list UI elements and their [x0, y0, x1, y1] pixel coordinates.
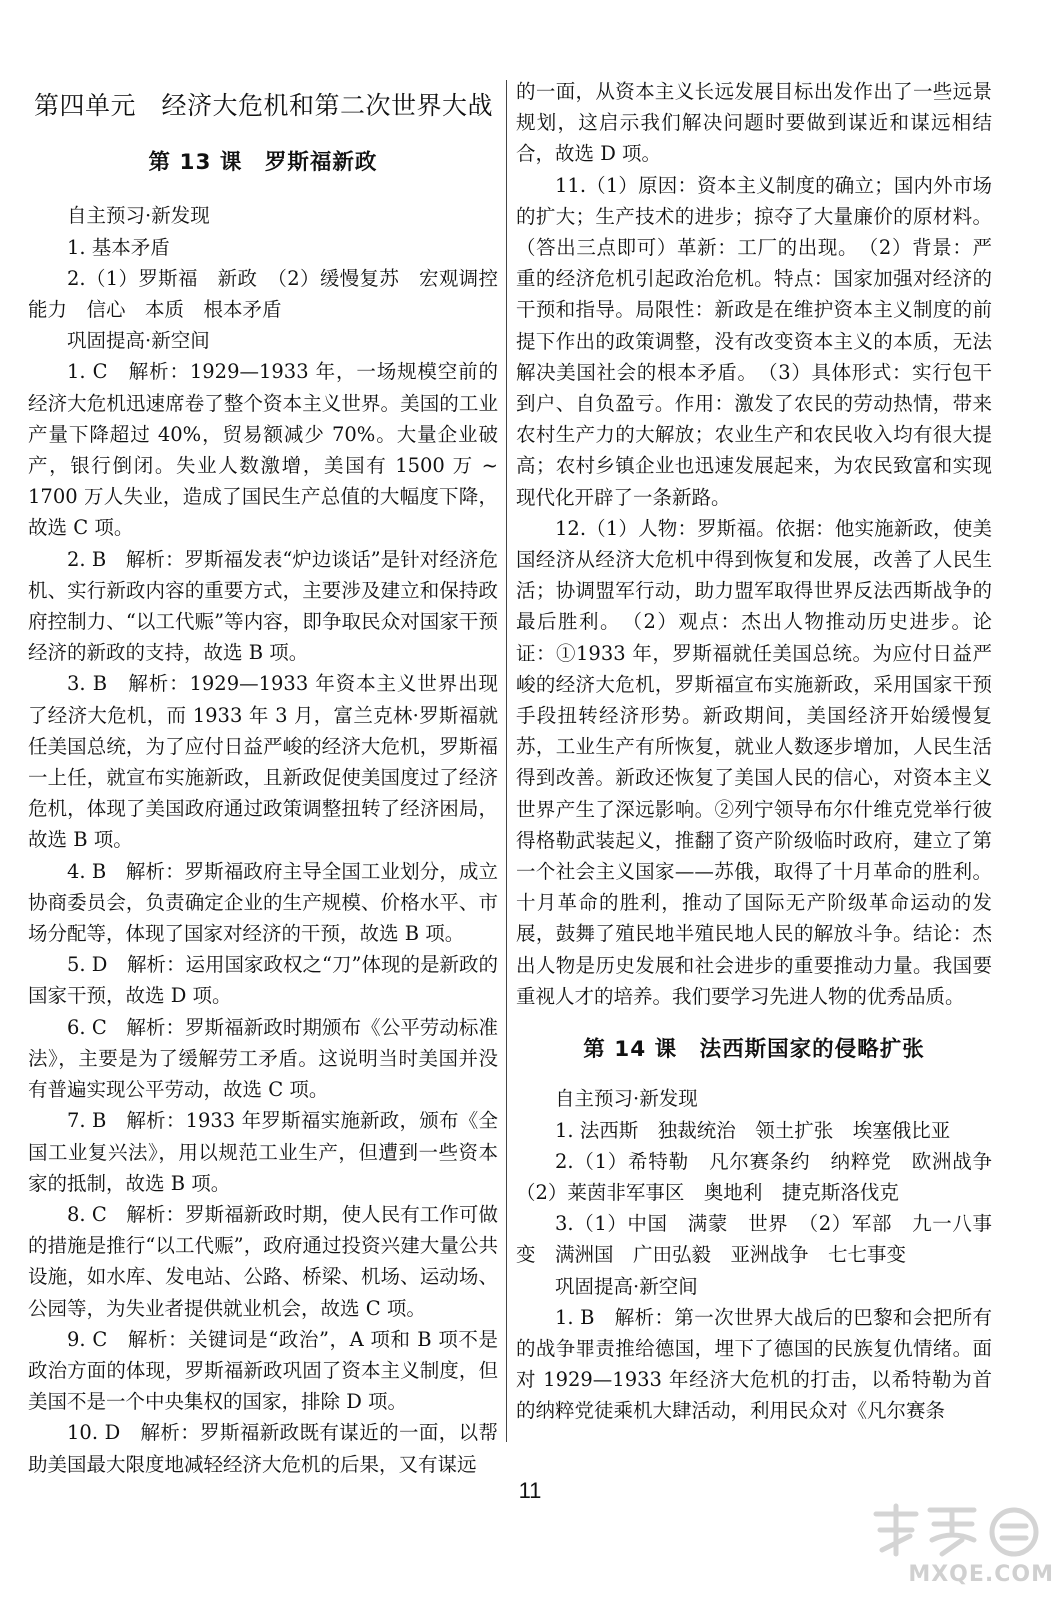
- answer-paragraph: 11.（1）原因：资本主义制度的确立；国内外市场的扩大；生产技术的进步；掠夺了大量廉价的原材料。（答出三点即可）革新：工厂的出现。 （2）背景：严重的经济危机引起政治危机。特点：国家加强对经济的干预和指导。局限性：新政是在维护资本主义制度的前提下作出的政策调整，没有改变资本主义的本质，无法解决美国社会的根本矛盾。 （3）具体形式：实行包干到户、自负盈亏。作用：激发了农民的劳动热情，带来农村生产力的大解放；农业生产和农民收入均有很大提高；农村乡镇企业也迅速发展起来，为农民致富和实现现代化开辟了一条新路。: [516, 173, 992, 509]
- unit-title: 第四单元 经济大危机和第二次世界大战: [34, 91, 494, 120]
- answer-paragraph: 7. B 解析：1933 年罗斯福实施新政，颁布《全国工业复兴法》，用以规范工业生产，但遭到一些资本家的抵制，故选 B 项。: [28, 1109, 498, 1195]
- section-heading: 巩固提高·新空间: [555, 1274, 698, 1298]
- answer-paragraph: 2.（1）希特勒 凡尔赛条约 纳粹党 欧洲战争 （2）莱茵非军事区 奥地利 捷克斯洛伐克: [516, 1149, 1012, 1204]
- answer-paragraph: 2.（1）罗斯福 新政 （2）缓慢复苏 宏观调控能力 信心 本质 根本矛盾: [28, 266, 498, 322]
- answer-paragraph: 6. C 解析：罗斯福新政时期颁布《公平劳动标准法》，主要是为了缓解劳工矛盾。这说明当时美国并没有普遍实现公平劳动，故选 C 项。: [28, 1015, 498, 1102]
- watermark: [868, 1500, 1054, 1596]
- section-heading: 巩固提高·新空间: [67, 329, 210, 353]
- answer-paragraph: 1. B 解析：第一次世界大战后的巴黎和会把所有的战争罪责推给德国，埋下了德国的民族复仇情绪。面对 1929—1933 年经济大危机的打击，以希特勒为首的纳粹党徒乘机大肆活动，利用民众对《凡尔赛条: [516, 1305, 992, 1423]
- answer-paragraph: 3.（1）中国 满蒙 世界 （2）军部 九一八事变 满洲国 广田弘毅 亚洲战争 七七事变: [516, 1212, 992, 1267]
- answer-paragraph: 9. C 解析：关键词是“政治”，A 项和 B 项不是政治方面的体现，罗斯福新政巩固了资本主义制度，但美国不是一个中央集权的国家，排除 D 项。: [28, 1327, 498, 1414]
- column-divider: [506, 80, 507, 1442]
- right-column: [516, 76, 1012, 1427]
- watermark-site: MXQE.COM: [908, 1562, 1054, 1587]
- answer-paragraph: 4. B 解析：罗斯福政府主导全国工业划分，成立协商委员会，负责确定企业的生产规模、价格水平、市场分配等，体现了国家对经济的干预，故选 B 项。: [28, 859, 498, 946]
- lesson-13-title: 第 13 课 罗斯福新政: [148, 150, 378, 176]
- section-heading: 自主预习·新发现: [555, 1087, 698, 1111]
- answer-paragraph: 1. C 解析：1929—1933 年，一场规模空前的经济大危机迅速席卷了整个资本主义世界。美国的工业产量下降超过 40%，贸易额减少 70%。大量企业破产，银行倒闭。失业人数激增，美国有 1500 万 ~ 1700 万人失业，造成了国民生产总值的大幅度下降，故选 C 项。: [28, 360, 498, 540]
- answer-paragraph: 1. 法西斯 独裁统治 领土扩张 埃塞俄比亚: [555, 1118, 951, 1142]
- answer-paragraph: 1. 基本矛盾: [67, 235, 170, 259]
- lesson-14-title: 第 14 课 法西斯国家的侵略扩张: [583, 1037, 925, 1063]
- left-column: [28, 72, 498, 1480]
- answer-paragraph: 2. B 解析：罗斯福发表“炉边谈话”是针对经济危机、实行新政内容的重要方式，主要涉及建立和保持政府控制力、“以工代赈”等内容，即争取民众对国家干预经济的新政的支持，故选 B 项。: [28, 547, 498, 665]
- watermark-logo-icon: [868, 1500, 1048, 1560]
- left-body: [28, 200, 498, 1479]
- answer-paragraph: 12.（1）人物：罗斯福。依据：他实施新政，使美国经济从经济大危机中得到恢复和发展，改善了人民生活；协调盟军行动，助力盟军取得世界反法西斯战争的最后胜利。 （2）观点：杰出人物推动历史进步。论证：①1933 年，罗斯福就任美国总统。为应付日益严峻的经济大危机，罗斯福宣布实施新政，采用国家干预手段扭转经济形势。新政期间，美国经济开始缓慢复苏，工业生产有所恢复，就业人数逐步增加，人民生活得到改善。新政还恢复了美国人民的信心，对资本主义世界产生了深远影响。②列宁领导布尔什维克党举行彼得格勒武装起义，推翻了资产阶级临时政府，建立了第一个社会主义国家——苏俄，取得了十月革命的胜利。十月革命的胜利，推动了国际无产阶级革命运动的发展，鼓舞了殖民地半殖民地人民的解放斗争。结论：杰出人物是历史发展和社会进步的重要推动力量。我国要重视人才的培养。我们要学习先进人物的优秀品质。: [516, 516, 992, 1008]
- answer-paragraph: 5. D 解析：运用国家政权之“刀”体现的是新政的国家干预，故选 D 项。: [28, 953, 498, 1008]
- answer-paragraph: 10. D 解析：罗斯福新政既有谋近的一面，以帮助美国最大限度地减轻经济大危机的后果，又有谋远: [28, 1421, 498, 1476]
- page-number: 11: [518, 1478, 542, 1503]
- answer-paragraph: 8. C 解析：罗斯福新政时期，使人民有工作可做的措施是推行“以工代赈”，政府通过投资兴建大量公共设施，如水库、发电站、公路、桥梁、机场、运动场、公园等，为失业者提供就业机会，故选 C 项。: [28, 1202, 498, 1320]
- answer-paragraph-continued: 的一面，从资本主义长远发展目标出发作出了一些远景规划，这启示我们解决问题时要做到谋近和谋远相结合，故选 D 项。: [516, 80, 992, 166]
- section-heading: 自主预习·新发现: [67, 204, 210, 228]
- answer-paragraph: 3. B 解析：1929—1933 年资本主义世界出现了经济大危机，而 1933 年 3 月，富兰克林·罗斯福就任美国总统，为了应付日益严峻的经济大危机，罗斯福一上任，就宣布实施新政，且新政促使美国度过了经济危机，体现了美国政府通过政策调整扭转了经济困局，故选 B 项。: [28, 672, 498, 852]
